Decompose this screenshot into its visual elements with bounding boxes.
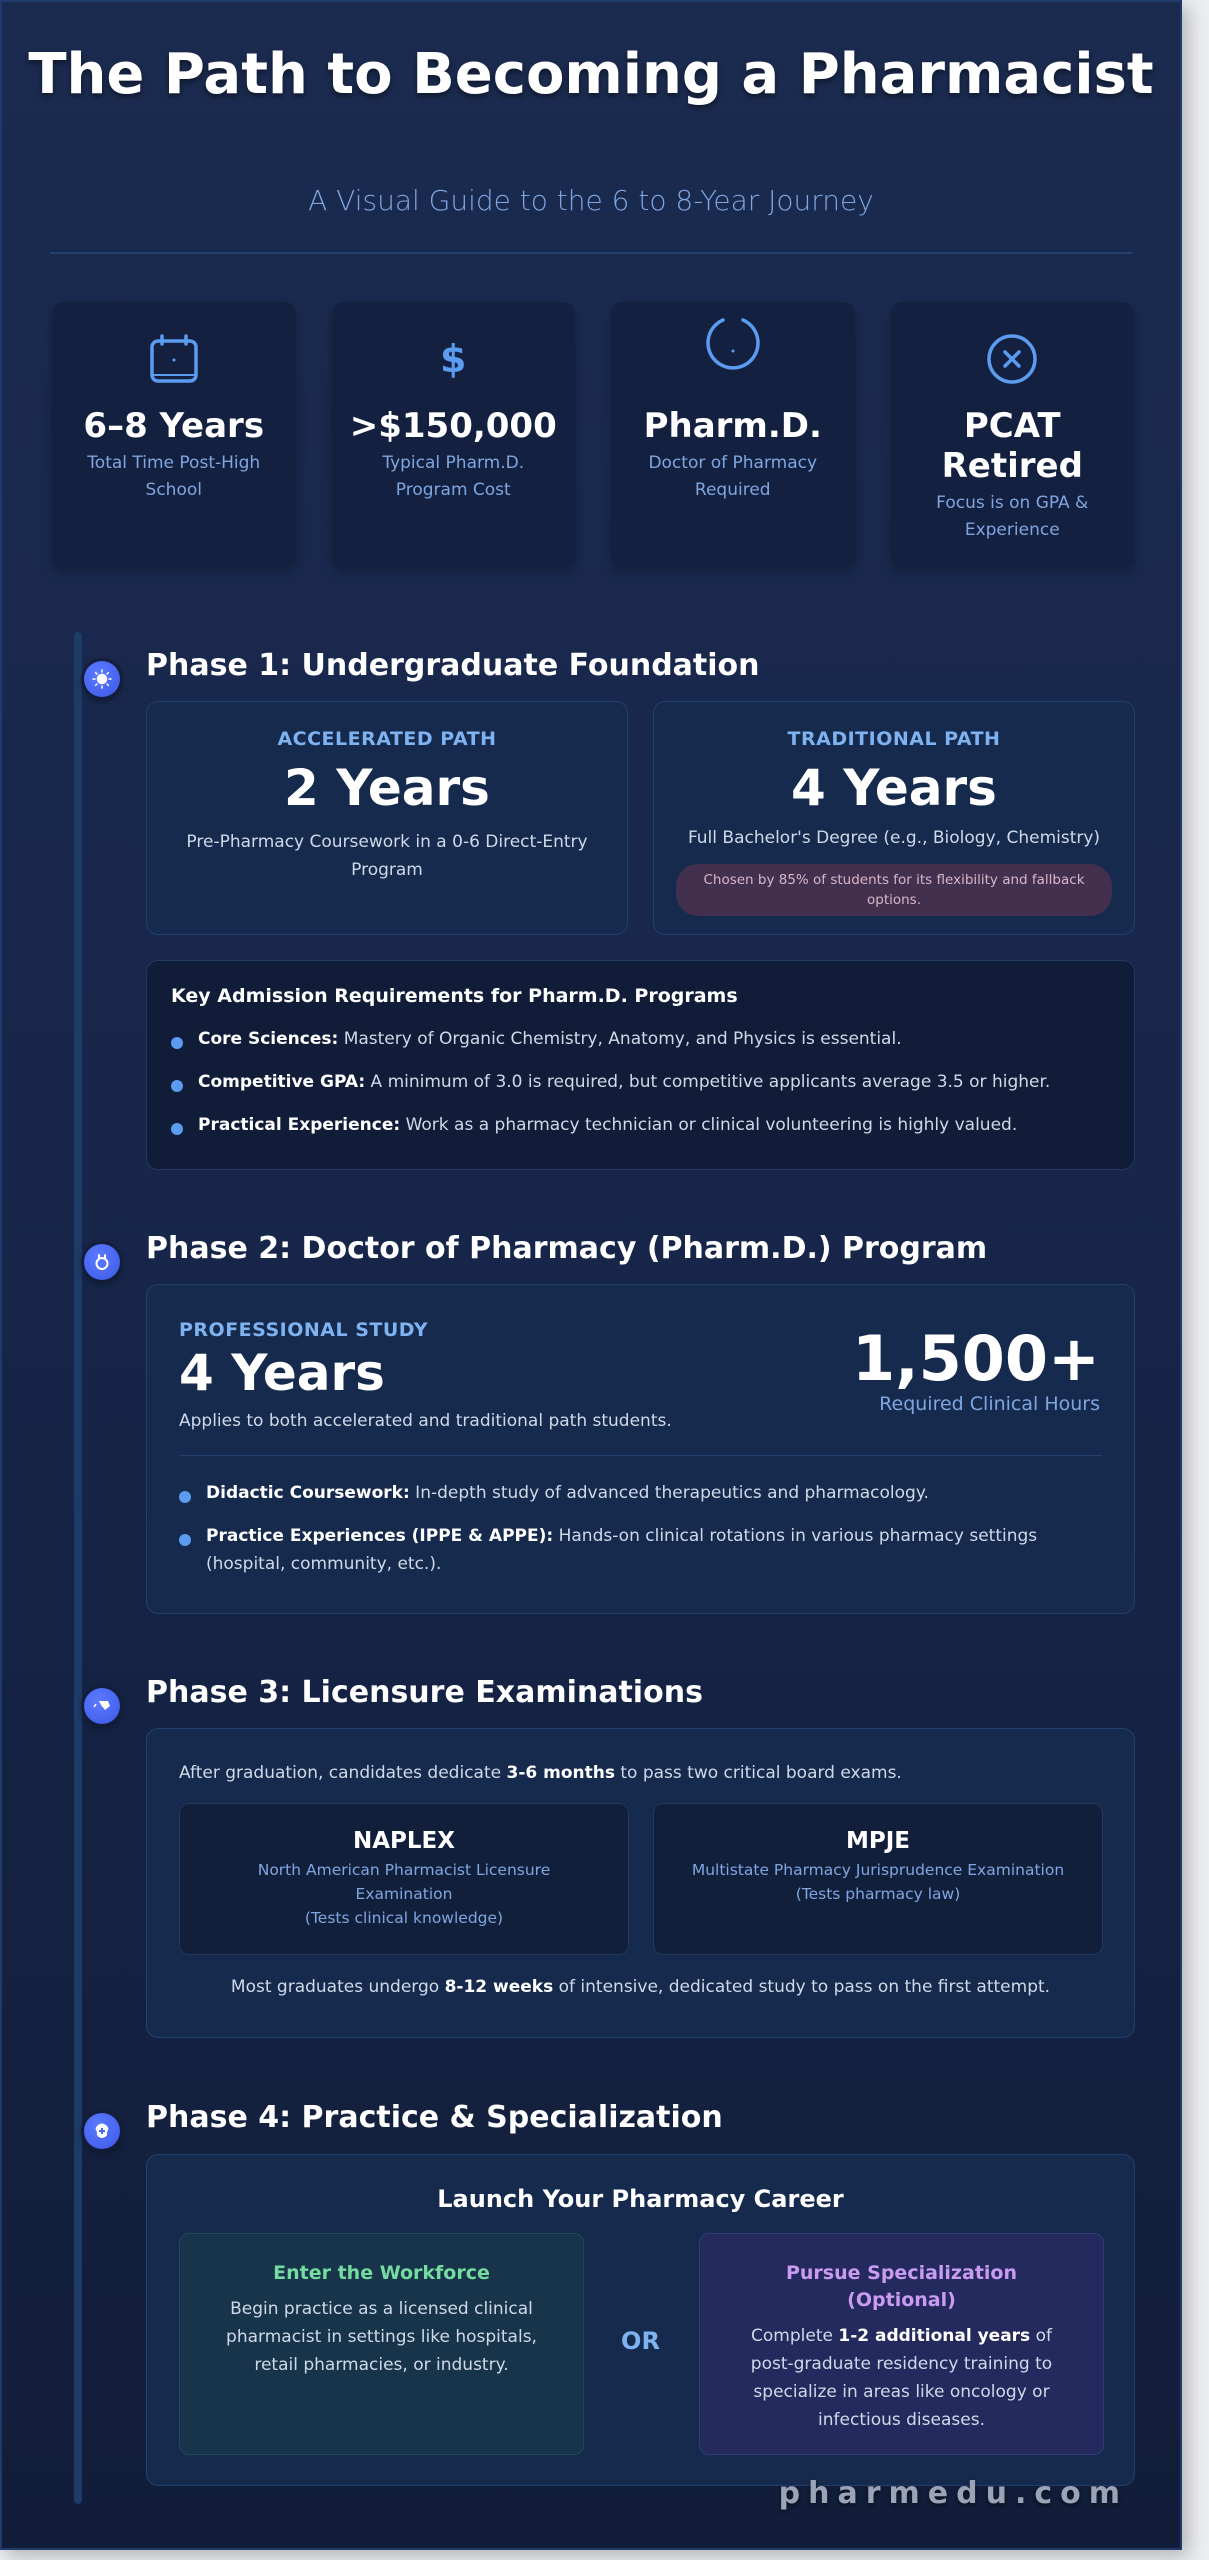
option-desc: Begin practice as a licensed clinical pharmacist in settings like hospitals, retail pharmacies, or industry. bbox=[226, 2299, 537, 2375]
stat-card-degree bbox=[611, 302, 855, 568]
option-title: Pursue Specialization (Optional) bbox=[785, 2262, 1017, 2311]
stat-value: >$150,000 bbox=[349, 406, 557, 446]
flask-icon bbox=[84, 1244, 120, 1280]
specialization-option-card bbox=[699, 2233, 1104, 2455]
list-item: Didactic Coursework: In-depth study of advanced therapeutics and pharmacology. bbox=[179, 1479, 1102, 1507]
stat-card-pcat bbox=[891, 302, 1135, 568]
exam-tests: (Tests clinical knowledge) bbox=[304, 1909, 504, 1927]
traditional-path-card bbox=[653, 701, 1135, 935]
phase-3-title: Phase 3: Licensure Examinations bbox=[146, 1675, 703, 1710]
option-desc: Complete 1-2 additional years of post-graduate residency training to specialize in areas like oncology or infectious diseases. bbox=[750, 2326, 1053, 2430]
degree-circle-icon bbox=[611, 314, 855, 372]
stat-label: Doctor of Pharmacy Required bbox=[648, 453, 818, 500]
hours-value: 1,500+ bbox=[851, 1322, 1100, 1395]
page-subtitle: A Visual Guide to the 6 to 8-Year Journey bbox=[308, 184, 874, 217]
stat-value: 6–8 Years bbox=[83, 406, 265, 446]
page-title: The Path to Becoming a Pharmacist bbox=[28, 42, 1154, 107]
stat-label: Focus is on GPA & Experience bbox=[936, 493, 1089, 540]
path-tag: ACCELERATED PATH bbox=[277, 728, 497, 750]
requirements-title: Key Admission Requirements for Pharm.D. Programs bbox=[171, 985, 738, 1007]
clinical-hours bbox=[851, 1322, 1100, 1415]
graduation-cap-icon bbox=[84, 1688, 120, 1724]
stats-row bbox=[52, 302, 1134, 568]
requirements-list bbox=[171, 1025, 1110, 1139]
sun-icon bbox=[84, 661, 120, 697]
exam-card-naplex bbox=[179, 1803, 629, 1955]
header-divider bbox=[50, 252, 1132, 254]
stat-label: Total Time Post-High School bbox=[87, 453, 261, 500]
stat-value: PCAT Retired bbox=[941, 406, 1083, 486]
phase-1-title: Phase 1: Undergraduate Foundation bbox=[146, 648, 760, 683]
hours-label: Required Clinical Hours bbox=[879, 1393, 1100, 1415]
exam-intro: After graduation, candidates dedicate 3-6 months to pass two critical board exams. bbox=[179, 1763, 902, 1783]
program-years: 4 Years bbox=[179, 1344, 385, 1402]
exam-full-name: Multistate Pharmacy Jurisprudence Examination bbox=[691, 1861, 1065, 1879]
path-years: 2 Years bbox=[284, 759, 490, 817]
card-divider bbox=[179, 1455, 1102, 1456]
phase-2-title: Phase 2: Doctor of Pharmacy (Pharm.D.) Program bbox=[146, 1231, 988, 1266]
path-tag: TRADITIONAL PATH bbox=[787, 728, 1001, 750]
stat-card-cost bbox=[332, 302, 576, 568]
list-item: Competitive GPA: A minimum of 3.0 is required, but competitive applicants average 3.5 or higher. bbox=[171, 1068, 1110, 1096]
timeline-line bbox=[74, 632, 82, 2504]
dollar-icon: $ bbox=[440, 337, 467, 381]
exam-name: MPJE bbox=[845, 1828, 910, 1854]
or-label: OR bbox=[621, 2327, 660, 2355]
option-title: Enter the Workforce bbox=[273, 2262, 490, 2284]
path-years: 4 Years bbox=[791, 759, 997, 817]
exam-card-mpje bbox=[653, 1803, 1103, 1955]
list-item: Practical Experience: Work as a pharmacy technician or clinical volunteering is highly valued. bbox=[171, 1111, 1110, 1139]
stat-label: Typical Pharm.D. Program Cost bbox=[382, 453, 525, 500]
path-desc: Full Bachelor's Degree (e.g., Biology, Chemistry) bbox=[687, 828, 1101, 848]
watermark: pharmedu.com bbox=[778, 2476, 1128, 2511]
list-item: Practice Experiences (IPPE & APPE): Hands-on clinical rotations in various pharmacy settings (hospital, community, etc.). bbox=[179, 1522, 1102, 1578]
launch-title: Launch Your Pharmacy Career bbox=[437, 2185, 844, 2213]
program-desc: Applies to both accelerated and traditional path students. bbox=[179, 1411, 672, 1431]
circle-x-icon bbox=[891, 330, 1135, 388]
program-list bbox=[179, 1479, 1102, 1593]
path-note-badge: Chosen by 85% of students for its flexibility and fallback options. bbox=[676, 864, 1112, 916]
exam-tests: (Tests pharmacy law) bbox=[795, 1885, 961, 1903]
career-launch-card bbox=[146, 2154, 1135, 2486]
medical-kit-icon bbox=[84, 2113, 120, 2149]
licensure-card bbox=[146, 1728, 1135, 2038]
phase-4-title: Phase 4: Practice & Specialization bbox=[146, 2100, 723, 2135]
exam-full-name: North American Pharmacist Licensure Examination bbox=[257, 1861, 551, 1903]
admission-requirements-card bbox=[146, 960, 1135, 1170]
accelerated-path-card bbox=[146, 701, 628, 935]
list-item: Core Sciences: Mastery of Organic Chemistry, Anatomy, and Physics is essential. bbox=[171, 1025, 1110, 1053]
pharmd-program-card bbox=[146, 1284, 1135, 1614]
professional-study-tag: PROFESSIONAL STUDY bbox=[179, 1319, 428, 1341]
exam-outro: Most graduates undergo 8-12 weeks of intensive, dedicated study to pass on the first attempt. bbox=[230, 1977, 1051, 1997]
calendar-icon bbox=[52, 330, 296, 388]
stat-card-duration bbox=[52, 302, 296, 568]
exam-name: NAPLEX bbox=[352, 1828, 455, 1854]
stat-value: Pharm.D. bbox=[643, 406, 822, 446]
path-desc: Pre-Pharmacy Coursework in a 0-6 Direct-Entry Program bbox=[186, 832, 588, 880]
